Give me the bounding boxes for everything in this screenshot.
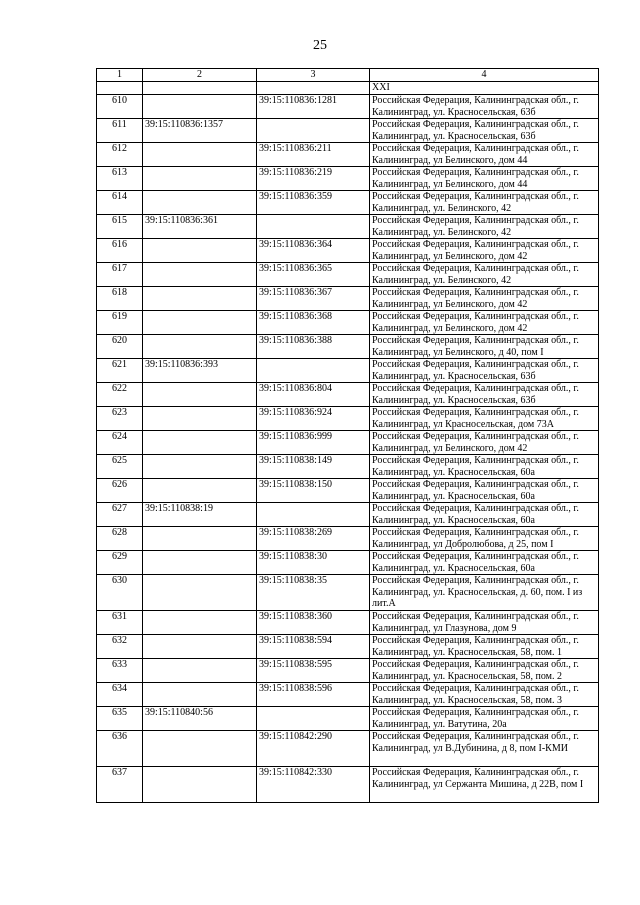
table-row (97, 335, 599, 359)
address-cell: Российская Федерация, Калининградская обл., г. Калининград, ул Белинского, дом 42 (370, 287, 599, 311)
table-cell (97, 82, 143, 95)
parcel-number-cell (143, 191, 257, 215)
object-number-cell: 39:15:110836:924 (257, 407, 370, 431)
parcel-number-cell (143, 575, 257, 611)
address-cell: Российская Федерация, Калининградская обл., г. Калининград, ул. Красносельская, 60а (370, 503, 599, 527)
object-number-cell (257, 119, 370, 143)
address-cell: Российская Федерация, Калининградская обл., г. Калининград, ул Сержанта Мишина, д 22В, пом I (370, 767, 599, 803)
parcel-number-cell (143, 143, 257, 167)
address-cell: Российская Федерация, Калининградская обл., г. Калининград, ул. Красносельская, 60а (370, 479, 599, 503)
object-number-cell: 39:15:110836:388 (257, 335, 370, 359)
address-cell: Российская Федерация, Калининградская обл., г. Калининград, ул Белинского, дом 42 (370, 239, 599, 263)
table-row (97, 527, 599, 551)
parcel-number-cell (143, 287, 257, 311)
object-number-cell: 39:15:110836:368 (257, 311, 370, 335)
parcel-number-cell (143, 527, 257, 551)
table-row (97, 407, 599, 431)
page-number: 25 (313, 38, 327, 53)
address-cell: Российская Федерация, Калининградская обл., г. Калининград, ул. Красносельская, д. 60, пом. I из лит.А (370, 575, 599, 611)
continuation-text: XXI (370, 82, 599, 95)
table-row (97, 143, 599, 167)
parcel-number-cell (143, 455, 257, 479)
address-cell: Российская Федерация, Калининградская обл., г. Калининград, ул. Красносельская, 63б (370, 95, 599, 119)
registry-table (96, 68, 599, 803)
table-row (97, 215, 599, 239)
object-number-cell: 39:15:110836:999 (257, 431, 370, 455)
table-row (97, 479, 599, 503)
parcel-number-cell: 39:15:110838:19 (143, 503, 257, 527)
table-row (97, 611, 599, 635)
column-header: 1 (97, 69, 143, 82)
table-row (97, 431, 599, 455)
address-cell: Российская Федерация, Калининградская обл., г. Калининград, ул. Белинского, 42 (370, 191, 599, 215)
address-cell: Российская Федерация, Калининградская обл., г. Калининград, ул Белинского, д 40, пом I (370, 335, 599, 359)
object-number-cell: 39:15:110836:365 (257, 263, 370, 287)
row-number: 626 (97, 479, 143, 503)
table-cell (143, 82, 257, 95)
table-row (97, 503, 599, 527)
parcel-number-cell (143, 263, 257, 287)
row-number: 622 (97, 383, 143, 407)
address-cell: Российская Федерация, Калининградская обл., г. Калининград, ул Добролюбова, д 25, пом I (370, 527, 599, 551)
address-cell: Российская Федерация, Калининградская обл., г. Калининград, ул. Красносельская, 63б (370, 383, 599, 407)
column-header: 4 (370, 69, 599, 82)
object-number-cell (257, 359, 370, 383)
object-number-cell: 39:15:110838:594 (257, 635, 370, 659)
object-number-cell: 39:15:110836:364 (257, 239, 370, 263)
row-number: 617 (97, 263, 143, 287)
row-number: 610 (97, 95, 143, 119)
address-cell: Российская Федерация, Калининградская обл., г. Калининград, ул Глазунова, дом 9 (370, 611, 599, 635)
address-cell: Российская Федерация, Калининградская обл., г. Калининград, ул. Красносельская, 63б (370, 359, 599, 383)
address-cell: Российская Федерация, Калининградская обл., г. Калининград, ул. Ватутина, 20а (370, 707, 599, 731)
table-row (97, 635, 599, 659)
object-number-cell: 39:15:110836:1281 (257, 95, 370, 119)
object-number-cell: 39:15:110842:290 (257, 731, 370, 767)
object-number-cell: 39:15:110838:595 (257, 659, 370, 683)
parcel-number-cell (143, 635, 257, 659)
parcel-number-cell (143, 767, 257, 803)
row-number: 616 (97, 239, 143, 263)
parcel-number-cell: 39:15:110840:56 (143, 707, 257, 731)
row-number: 627 (97, 503, 143, 527)
column-header: 3 (257, 69, 370, 82)
object-number-cell (257, 503, 370, 527)
row-number: 619 (97, 311, 143, 335)
parcel-number-cell: 39:15:110836:361 (143, 215, 257, 239)
object-number-cell: 39:15:110838:269 (257, 527, 370, 551)
row-number: 614 (97, 191, 143, 215)
object-number-cell: 39:15:110842:330 (257, 767, 370, 803)
object-number-cell: 39:15:110836:219 (257, 167, 370, 191)
address-cell: Российская Федерация, Калининградская обл., г. Калининград, ул Белинского, дом 42 (370, 311, 599, 335)
address-cell: Российская Федерация, Калининградская обл., г. Калининград, ул. Красносельская, 63б (370, 119, 599, 143)
address-cell: Российская Федерация, Калининградская обл., г. Калининград, ул. Белинского, 42 (370, 215, 599, 239)
parcel-number-cell (143, 479, 257, 503)
row-number: 628 (97, 527, 143, 551)
table-row (97, 191, 599, 215)
address-cell: Российская Федерация, Калининградская обл., г. Калининград, ул. Белинского, 42 (370, 263, 599, 287)
row-number: 634 (97, 683, 143, 707)
parcel-number-cell (143, 95, 257, 119)
table-row (97, 707, 599, 731)
table-row (97, 263, 599, 287)
address-cell: Российская Федерация, Калининградская обл., г. Калининград, ул В.Дубинина, д 8, пом I-КМИ (370, 731, 599, 767)
parcel-number-cell (143, 407, 257, 431)
object-number-cell: 39:15:110838:596 (257, 683, 370, 707)
parcel-number-cell: 39:15:110836:1357 (143, 119, 257, 143)
parcel-number-cell: 39:15:110836:393 (143, 359, 257, 383)
object-number-cell: 39:15:110836:367 (257, 287, 370, 311)
table-body (97, 82, 599, 803)
row-number: 631 (97, 611, 143, 635)
object-number-cell (257, 215, 370, 239)
address-cell: Российская Федерация, Калининградская обл., г. Калининград, ул. Красносельская, 58, пом. 2 (370, 659, 599, 683)
continuation-row (97, 82, 599, 95)
parcel-number-cell (143, 335, 257, 359)
column-header-row (97, 69, 599, 82)
row-number: 629 (97, 551, 143, 575)
table-row (97, 455, 599, 479)
row-number: 636 (97, 731, 143, 767)
table-row (97, 383, 599, 407)
address-cell: Российская Федерация, Калининградская обл., г. Калининград, ул. Красносельская, 60а (370, 551, 599, 575)
column-header: 2 (143, 69, 257, 82)
row-number: 611 (97, 119, 143, 143)
object-number-cell (257, 707, 370, 731)
parcel-number-cell (143, 239, 257, 263)
parcel-number-cell (143, 659, 257, 683)
table-row (97, 551, 599, 575)
row-number: 615 (97, 215, 143, 239)
parcel-number-cell (143, 731, 257, 767)
row-number: 621 (97, 359, 143, 383)
address-cell: Российская Федерация, Калининградская обл., г. Калининград, ул. Красносельская, 58, пом. 3 (370, 683, 599, 707)
address-cell: Российская Федерация, Калининградская обл., г. Калининград, ул Белинского, дом 44 (370, 143, 599, 167)
table-row (97, 659, 599, 683)
table-row (97, 119, 599, 143)
table-row (97, 575, 599, 611)
table-row (97, 311, 599, 335)
address-cell: Российская Федерация, Калининградская обл., г. Калининград, ул Красносельская, дом 73А (370, 407, 599, 431)
row-number: 637 (97, 767, 143, 803)
parcel-number-cell (143, 611, 257, 635)
address-cell: Российская Федерация, Калининградская обл., г. Калининград, ул. Красносельская, 58, пом. 1 (370, 635, 599, 659)
table-row (97, 239, 599, 263)
table-row (97, 767, 599, 803)
row-number: 633 (97, 659, 143, 683)
object-number-cell: 39:15:110838:30 (257, 551, 370, 575)
address-cell: Российская Федерация, Калининградская обл., г. Калининград, ул Белинского, дом 44 (370, 167, 599, 191)
row-number: 630 (97, 575, 143, 611)
object-number-cell: 39:15:110838:360 (257, 611, 370, 635)
table-row (97, 731, 599, 767)
parcel-number-cell (143, 683, 257, 707)
row-number: 623 (97, 407, 143, 431)
parcel-number-cell (143, 167, 257, 191)
row-number: 612 (97, 143, 143, 167)
row-number: 618 (97, 287, 143, 311)
object-number-cell: 39:15:110838:149 (257, 455, 370, 479)
parcel-number-cell (143, 431, 257, 455)
row-number: 625 (97, 455, 143, 479)
row-number: 635 (97, 707, 143, 731)
table-row (97, 95, 599, 119)
table-row (97, 683, 599, 707)
table-cell (257, 82, 370, 95)
address-cell: Российская Федерация, Калининградская обл., г. Калининград, ул Белинского, дом 42 (370, 431, 599, 455)
object-number-cell: 39:15:110836:211 (257, 143, 370, 167)
parcel-number-cell (143, 551, 257, 575)
object-number-cell: 39:15:110838:35 (257, 575, 370, 611)
parcel-number-cell (143, 383, 257, 407)
object-number-cell: 39:15:110836:804 (257, 383, 370, 407)
parcel-number-cell (143, 311, 257, 335)
address-cell: Российская Федерация, Калининградская обл., г. Калининград, ул. Красносельская, 60а (370, 455, 599, 479)
row-number: 613 (97, 167, 143, 191)
table-row (97, 287, 599, 311)
table-row (97, 359, 599, 383)
table-row (97, 167, 599, 191)
row-number: 624 (97, 431, 143, 455)
row-number: 620 (97, 335, 143, 359)
object-number-cell: 39:15:110838:150 (257, 479, 370, 503)
object-number-cell: 39:15:110836:359 (257, 191, 370, 215)
row-number: 632 (97, 635, 143, 659)
